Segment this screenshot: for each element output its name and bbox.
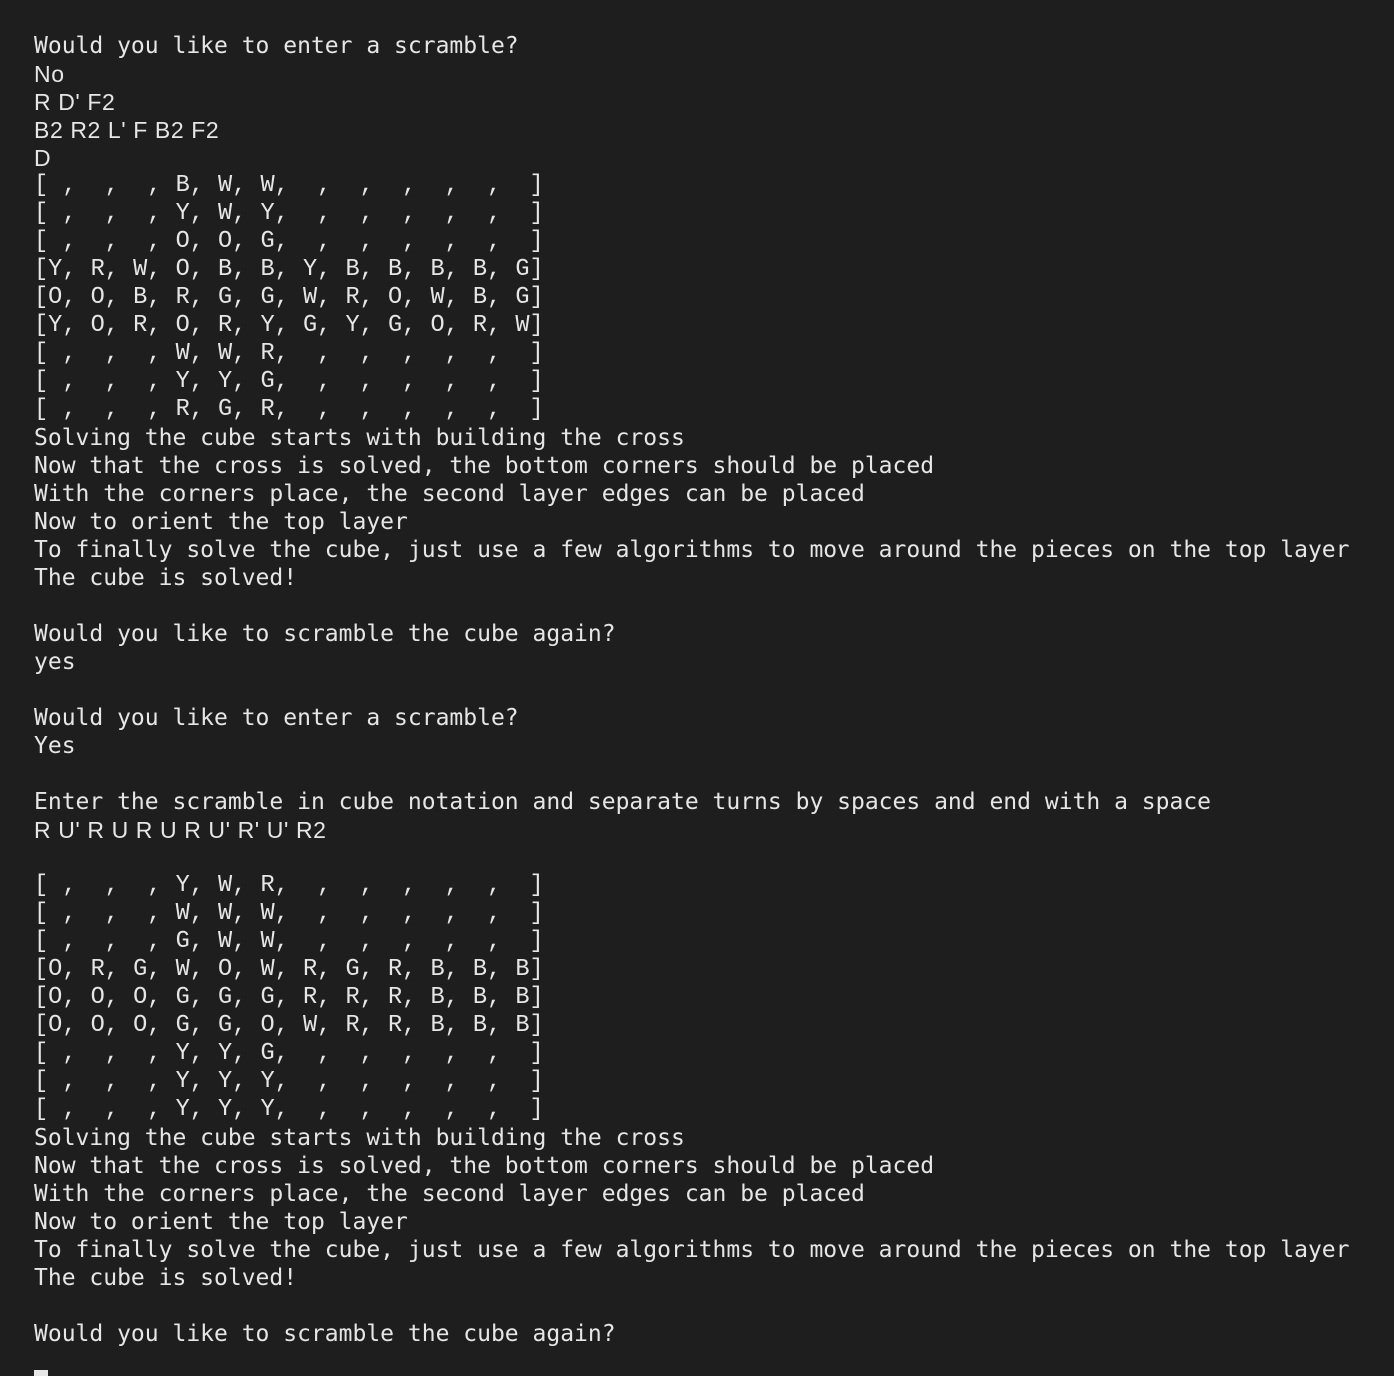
terminal-line: To finally solve the cube, just use a few algorithms to move around the pieces on the top layer	[34, 1237, 1350, 1263]
terminal-input-line: B2 R2 L' F B2 F2	[34, 117, 220, 143]
terminal-line: With the corners place, the second layer edges can be placed	[34, 1181, 865, 1207]
cursor-line[interactable]	[34, 1348, 1384, 1376]
terminal-line: Solving the cube starts with building the cross	[34, 1125, 685, 1151]
terminal-line: Enter the scramble in cube notation and separate turns by spaces and end with a space	[34, 789, 1212, 815]
cube-grid-row: [ , , , G, W, W, , , , , , ]	[34, 928, 544, 955]
terminal-input-line: No	[34, 61, 65, 87]
terminal-line: Now to orient the top layer	[34, 509, 408, 535]
cube-grid-row: [ , , , Y, Y, G, , , , , , ]	[34, 1040, 544, 1067]
terminal-line: Would you like to enter a scramble?	[34, 705, 519, 731]
cube-grid-row: [ , , , Y, W, R, , , , , , ]	[34, 872, 544, 899]
cube-grid-row: [ , , , B, W, W, , , , , , ]	[34, 172, 544, 199]
cube-grid-row: [ , , , Y, Y, Y, , , , , , ]	[34, 1096, 544, 1123]
terminal-line: Now that the cross is solved, the bottom corners should be placed	[34, 1153, 935, 1179]
cube-grid-row: [O, O, O, G, G, O, W, R, R, B, B, B]	[34, 1012, 544, 1039]
terminal-line: The cube is solved!	[34, 1265, 298, 1291]
cube-grid-row: [ , , , R, G, R, , , , , , ]	[34, 396, 544, 423]
terminal-line: The cube is solved!	[34, 565, 298, 591]
terminal-line: Would you like to scramble the cube again?	[34, 1321, 616, 1347]
cube-grid-row: [O, O, B, R, G, G, W, R, O, W, B, G]	[34, 284, 544, 311]
cube-grid-row: [O, O, O, G, G, G, R, R, R, B, B, B]	[34, 984, 544, 1011]
terminal-line: Would you like to enter a scramble?	[34, 33, 519, 59]
cube-grid-row: [ , , , O, O, G, , , , , , ]	[34, 228, 544, 255]
terminal-line: To finally solve the cube, just use a few algorithms to move around the pieces on the top layer	[34, 537, 1350, 563]
cube-grid-row: [Y, R, W, O, B, B, Y, B, B, B, B, G]	[34, 256, 544, 283]
blank-line	[34, 760, 1384, 788]
cube-grid-row: [O, R, G, W, O, W, R, G, R, B, B, B]	[34, 956, 544, 983]
terminal-line: Now that the cross is solved, the bottom corners should be placed	[34, 453, 935, 479]
cube-grid-row: [ , , , Y, Y, Y, , , , , , ]	[34, 1068, 544, 1095]
terminal-line: With the corners place, the second layer edges can be placed	[34, 481, 865, 507]
terminal-output[interactable]	[34, 32, 1384, 1352]
cube-grid-row: [ , , , Y, W, Y, , , , , , ]	[34, 200, 544, 227]
cube-grid-row: [ , , , W, W, W, , , , , , ]	[34, 900, 544, 927]
cube-grid-row: [ , , , W, W, R, , , , , , ]	[34, 340, 544, 367]
terminal-line: Would you like to scramble the cube again?	[34, 621, 616, 647]
blank-line	[34, 844, 1384, 872]
cube-grid-row: [Y, O, R, O, R, Y, G, Y, G, O, R, W]	[34, 312, 544, 339]
terminal-input-line: D	[34, 145, 52, 171]
text-cursor	[34, 1370, 48, 1376]
cube-grid-row: [ , , , Y, Y, G, , , , , , ]	[34, 368, 544, 395]
blank-line	[34, 1292, 1384, 1320]
terminal-input-line: R U' R U R U R U' R' U' R2	[34, 817, 327, 843]
terminal-line: yes	[34, 649, 76, 675]
blank-line	[34, 592, 1384, 620]
blank-line	[34, 676, 1384, 704]
terminal-line: Solving the cube starts with building the cross	[34, 425, 685, 451]
terminal-input-line: R D' F2	[34, 89, 116, 115]
terminal-line: Yes	[34, 733, 76, 759]
terminal-line: Now to orient the top layer	[34, 1209, 408, 1235]
